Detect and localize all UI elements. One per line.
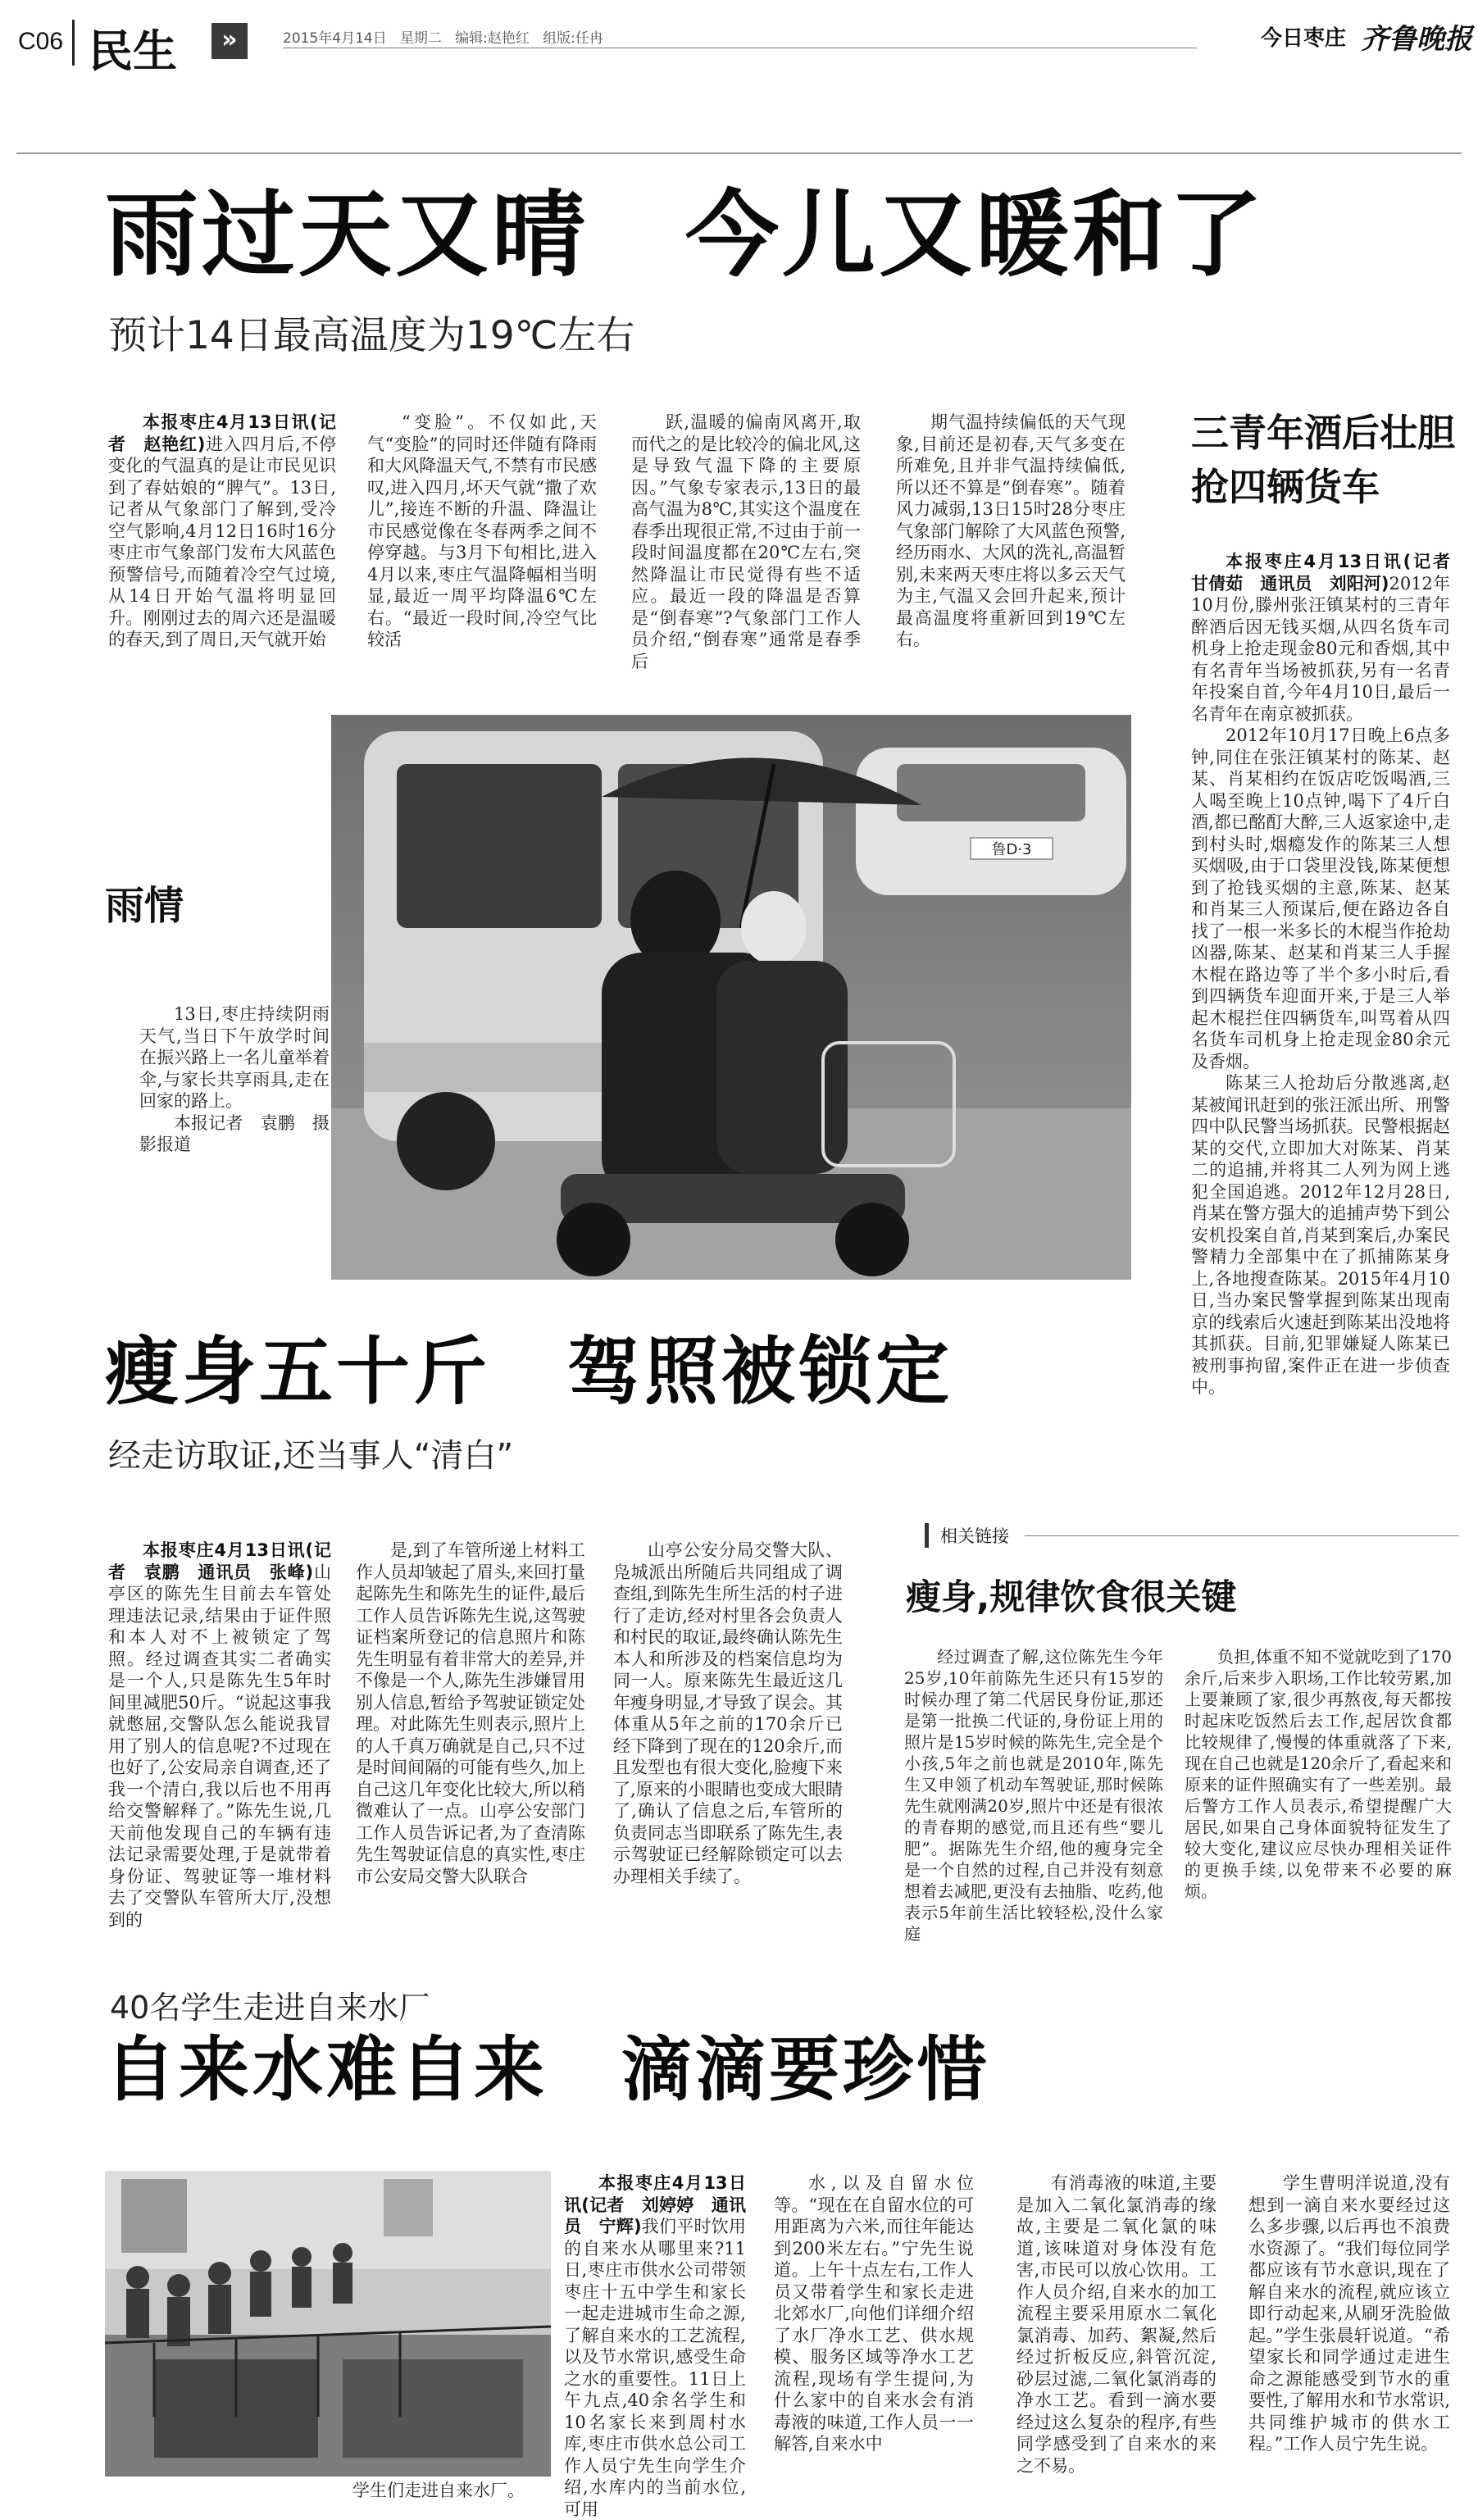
side-headline-1: 三青年酒后壮胆 (1191, 411, 1455, 455)
article1-subheadline: 预计14日最高温度为19℃左右 (108, 313, 635, 358)
article3-text-3: 有消毒液的味道,主要是加入二氧化氯消毒的缘故,主要是二氧化氯的味道,该味道对身体没有危害,市民可以放心饮用。工作人员介绍,自来水的加工流程主要采用原水二氧化氯消毒、加药、絮凝,然后经过折板反应,斜管沉淀,砂层过滤,二氧化氯消毒的净水工艺。看到一滴水要经过这么复杂的程序,有些同学感受到了自来水的来之不易。 (1016, 2173, 1217, 2476)
article2-col-2 (356, 1540, 585, 1930)
header-meta (283, 26, 603, 47)
article2-text-3: 山亭公安分局交警大队、凫城派出所随后共同组成了调查组,到陈先生所生活的村子进行了走访,经对村里各会负责人和村民的取证,最终确认陈先生本人和所涉及的档案信息均为同一人。原来陈先生最近这几年瘦身明显,才导致了误会。其体重从5年之前的170余斤已经下降到了现在的120余斤,而且发型也有很大变化,脸瘦下来了,原来的小眼睛也变成大眼睛了,确认了信息之后,车管所的负责同志当即联系了陈先生,表示驾驶证已经解除锁定可以去办理相关手续了。 (613, 1540, 843, 1886)
photo1-caption: 13日,枣庄持续阴雨天气,当日下午放学时间在振兴路上一名儿童举着伞,与家长共享雨具,走在回家的路上。 (139, 1004, 330, 1111)
page-header (0, 0, 1478, 86)
article2-text-2: 是,到了车管所递上材料工作人员却皱起了眉头,来回打量起陈先生和陈先生的证件,最后工作人员告诉陈先生说,这驾驶证档案所登记的信息照片和陈先生明显有着非常大的差异,并不像是一个人,陈先生涉嫌冒用别人信息,暂给予驾驶证锁定处理。对此陈先生则表示,照片上的人千真万确就是自己,只不过是时间间隔的可能有些久,加上自己这几年变化比较大,所以稍微难认了一点。山亭公安部门工作人员告诉记者,为了查清陈先生驾驶证信息的真实性,枣庄市公安局交警大队联合 (356, 1540, 585, 1886)
brand-prefix: 今日枣庄 (1261, 26, 1347, 51)
article3-text-4: 学生曹明洋说道,没有想到一滴自来水要经过这么多步骤,以后再也不浪费水资源了。“我们每位同学都应该有节水意识,现在了解自来水的流程,就应该立即行动起来,从刷牙洗脸做起。”学生张晨轩说道。“希望家长和同学通过走进生命之源能感受到节水的重要性,了解用水和节水常识,共同维护城市的供水工程。”工作人员宁先生说。 (1248, 2173, 1450, 2454)
article2-col-1 (108, 1540, 331, 1930)
photo1-label: 雨情 (105, 883, 184, 929)
issue-weekday: 星期二 (399, 30, 442, 47)
photo1-caption-box (139, 1003, 330, 1154)
article1-headline: 雨过天又晴 今儿又暖和了 (105, 180, 1267, 289)
side-byline: 本报枣庄4月13日讯(记者 甘倩茹 通讯员 刘阳河) (1191, 552, 1467, 594)
header-divider (72, 20, 75, 66)
sidebar-text-2: 负担,体重不知不觉就吃到了170余斤,后来步入职场,工作比较劳累,加上要兼顾了家,很少再熬夜,每天都按时起床吃饭然后去工作,起居饮食都比较规律了,慢慢的体重就落了下来,现在自己也就是120余斤了,看起来和原来的证件照确实有了一些差别。最后警方工作人员表示,希望提醒广大居民,如果自己身体面貌特征发生了较大变化,建议应尽快办理相关证件的更换手续,以免带来不必要的麻烦。 (1185, 1647, 1452, 1901)
article3-col-2 (774, 2172, 974, 2492)
article1-text-1: 进入四月后,不停变化的气温真的是让市民见识到了春姑娘的“脾气”。13日,记者从气象部门了解到,受冷空气影响,4月12日16时16分枣庄市气象部门发布大风蓝色预警信号,而随着冷空气过境,从14日开始气温将明显回升。刚刚过去的周六还是温暖的春天,到了周日,天气就开始 (108, 434, 336, 649)
article3-headline: 自来水难自来 滴滴要珍惜 (105, 2029, 990, 2111)
double-chevron-icon: » (211, 23, 248, 59)
side-body (1191, 551, 1467, 1397)
article2-headline: 瘦身五十斤 驾照被锁定 (105, 1329, 953, 1415)
article3-col-3 (1016, 2172, 1217, 2492)
sidebar-col-1 (904, 1646, 1163, 1974)
article2-subheadline: 经走访取证,还当事人“清白” (108, 1437, 514, 1475)
sidebar-headline: 瘦身,规律饮食很关键 (906, 1577, 1237, 1618)
article3-byline: 本报枣庄4月13日讯(记者 刘婷婷 通讯员 宁辉) (564, 2173, 746, 2236)
article3-col-4 (1248, 2172, 1450, 2492)
photo-water-plant (105, 2171, 551, 2477)
side-text-3: 陈某三人抢劫后分散逃离,赵某被闻讯赶到的张汪派出所、刑警四中队民警当场抓获。民警根据赵某的交代,立即加大对陈某、肖某二的追捕,并将其二人列为网上逃犯全国追逃。2012年12月28日,肖某在警方强大的追捕声势下到公安机投案自首,肖某到案后,办案民警精力全部集中在了抓捕陈某身上,各地搜查陈某。2015年4月10日,当办案民警掌握到陈某出现南京的线索后火速赶到陈某出没地将其抓获。目前,犯罪嫌疑人陈某已被刑事拘留,案件正在进一步侦查中。 (1191, 1073, 1450, 1397)
article3-kicker: 40名学生走进自来水厂 (110, 1990, 430, 2026)
article1-col-3 (631, 412, 861, 671)
section-title: 民生 (89, 25, 177, 77)
sidebar-tag-rule (1025, 1535, 1459, 1536)
layout-credit: 组版:任冉 (543, 30, 603, 47)
editor: 编辑:赵艳红 (455, 30, 530, 47)
issue-date: 2015年4月14日 (283, 30, 387, 47)
photo1-credit: 本报记者 袁鹏 摄影报道 (139, 1112, 330, 1154)
photo-rainy-street (331, 715, 1131, 1280)
side-headline-2: 抢四辆货车 (1191, 465, 1380, 509)
sidebar-text-1: 经过调查了解,这位陈先生今年25岁,10年前陈先生还只有15岁的时候办理了第二代居民身份证,那还是第一批换二代证的,身份证上用的照片是15岁时候的陈先生,完全是个小孩,5年之前也就是2010年,陈先生又申领了机动车驾驶证,那时候陈先生就刚满20岁,照片中还是有很浓的青春期的感觉,而且还有些“婴儿肥”。据陈先生介绍,他的瘦身完全是一个自然的过程,自己并没有刻意想着去减肥,更没有去抽脂、吃药,他表示5年前生活比较轻松,没什么家庭 (904, 1647, 1163, 1944)
photo-water-plant-art (105, 2171, 551, 2477)
article3-col-1 (564, 2172, 746, 2519)
brand-logo: 齐鲁晚报 (1361, 23, 1472, 56)
sidebar-tag: 相关链接 (925, 1523, 1009, 1548)
article1-text-3: 跃,温暖的偏南风离开,取而代之的是比较冷的偏北风,这是导致气温下降的主要原因。”气象专家表示,13日的最高气温为8℃,其实这个温度在春季出现很正常,不过由于前一段时间温度都在20℃左右,突然降温让市民觉得有些不适应。最近一段的降温是否算是“倒春寒”?气象部门工作人员介绍,“倒春寒”通常是春季后 (631, 412, 861, 671)
photo1-plate: 鲁D·3 (991, 841, 1032, 858)
article2-text-1: 山亭区的陈先生目前去车管处理违法记录,结果由于证件照和本人对不上被锁定了驾照。经过调查其实二者确实是一个人,只是陈先生5年时间里减肥50斤。“说起这事我就憋屈,交警队怎么能说我冒用了别人的信息呢?不过现在也好了,公安局亲自调查,还了我一个清白,我以后也不用再给交警解释了。”陈先生说,几天前他发现自己的车辆有违法记录需要处理,于是就带着身份证、驾驶证等一堆材料去了交警队车管所大厅,没想到的 (108, 1562, 331, 1930)
article1-text-2: “变脸”。不仅如此,天气“变脸”的同时还伴随有降雨和大风降温天气,不禁有市民感叹,进入四月,坏天气就“撒了欢儿”,接连不断的升温、降温让市民感觉像在冬春两季之间不停穿越。与3月下旬相比,进入4月以来,枣庄气温降幅相当明显,最近一周平均降温6℃左右。“最近一段时间,冷空气比较活 (367, 412, 597, 649)
article1-text-4: 期气温持续偏低的天气现象,目前还是初春,天气多变在所难免,且并非气温持续偏低,所以还不算是“倒春寒”。随着风力减弱,13日15时28分枣庄气象部门解除了大风蓝色预警,经历雨水、大风的洗礼,高温暂别,未来两天枣庄将以多云天气为主,气温又会回升起来,预计最高温度将重新回到19℃左右。 (896, 412, 1126, 649)
side-text-1: 2012年10月份,滕州张汪镇某村的三青年醉酒后因无钱买烟,从四名货车司机身上抢走现金80元和香烟,其中有名青年当场被抓获,另有一名青年投案自首,今年4月10日,最后一名青年在南京被抓获。 (1191, 573, 1450, 724)
header-rule (16, 152, 1462, 154)
article2-col-3 (613, 1540, 843, 1930)
article3-text-2: 水,以及自留水位等。“现在在自留水位的可用距离为六米,而往年能达到200米左右。”宁先生说道。上午十点左右,工作人员又带着学生和家长走进北郊水厂,向他们详细介绍了水厂净水工艺、供水规模、服务区域等净水工艺流程,现场有学生提问,为什么家中的自来水会有消毒液的味道,工作人员一一解答,自来水中 (774, 2173, 974, 2454)
article1-col-4 (896, 412, 1126, 649)
article1-byline: 本报枣庄4月13日讯(记者 赵艳红) (108, 412, 336, 454)
photo-rainy-street-art (331, 715, 1131, 1280)
sidebar-col-2 (1185, 1646, 1452, 1974)
article1-col-2 (367, 412, 597, 649)
photo2-caption: 学生们走进自来水厂。 (352, 2481, 525, 2500)
page-number: C06 (18, 28, 64, 55)
article3-text-1: 我们平时饮用的自来水从哪里来?11日,枣庄市供水公司带领枣庄十五中学生和家长一起走进城市生命之源,了解自来水的工艺流程,以及节水常识,感受生命之水的重要性。11日上午九点,40余名学生和10名家长来到周村水库,枣庄市供水总公司工作人员宁先生向学生介绍,水库内的当前水位,可用 (564, 2217, 746, 2519)
side-text-2: 2012年10月17日晚上6点多钟,同住在张汪镇某村的陈某、赵某、肖某相约在饭店吃饭喝酒,三人喝至晚上10点钟,喝下了4斤白酒,都已酩酊大醉,三人返家途中,走到村头时,烟瘾发作的陈某三人想买烟吸,由于口袋里没钱,陈某便想到了抢钱买烟的主意,陈某、赵某和肖某三人预谋后,便在路边各自找了一根一米多长的木棍当作抢劫凶器,陈某、赵某和肖某三人手握木棍在路边等了半个多小时后,看到四辆货车迎面开来,于是三人举起木棍拦住四辆货车,叫骂着从四名货车司机身上抢走现金80余元及香烟。 (1191, 726, 1450, 1071)
article2-byline: 本报枣庄4月13日讯(记者 袁鹏 通讯员 张峰) (108, 1540, 331, 1582)
article1-col-1 (108, 412, 336, 649)
